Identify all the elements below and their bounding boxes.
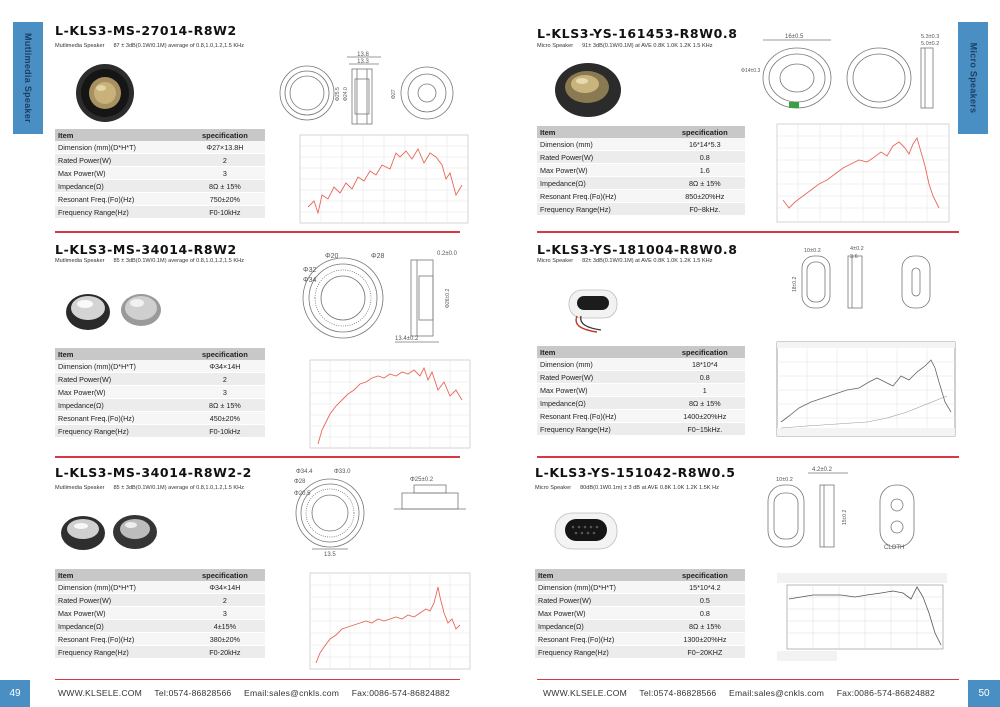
spec-item: Impedance(Ω) xyxy=(55,620,185,633)
dimension-label: 13.4±0.2 xyxy=(395,336,419,342)
speaker-photo xyxy=(59,507,164,557)
spec-table xyxy=(55,569,265,659)
spec-value: Φ34×14H xyxy=(185,360,265,373)
spec-item: Impedance(Ω) xyxy=(537,397,665,410)
table-row xyxy=(537,410,745,423)
category-label: Mutlimedia Speaker xyxy=(55,43,105,49)
col-header-spec: specification xyxy=(665,346,745,358)
table-row xyxy=(55,581,265,594)
category-label: Micro Speaker xyxy=(537,43,574,49)
category-label: Micro Speaker xyxy=(535,485,572,491)
spec-item: Impedance(Ω) xyxy=(55,399,185,412)
footer-email: Email:sales@cnkls.com xyxy=(244,688,340,698)
spec-item: Frequency Range(Hz) xyxy=(537,423,665,436)
product-subtitle xyxy=(537,258,713,264)
spec-item: Frequency Range(Hz) xyxy=(55,646,185,659)
table-row xyxy=(55,633,265,646)
dimension-label: Φ28 xyxy=(371,253,385,260)
product-subtitle xyxy=(537,43,713,49)
product-section xyxy=(537,242,957,462)
table-row xyxy=(535,581,745,594)
table-row xyxy=(55,399,265,412)
dimension-label: Φ20 xyxy=(325,253,339,260)
spec-item: Dimension (mm) xyxy=(537,138,665,151)
spec-value: 3 xyxy=(185,607,265,620)
category-label: Mutlimedia Speaker xyxy=(55,258,105,264)
side-tab-label: Mutlimedia Speaker xyxy=(23,33,33,123)
table-row xyxy=(55,141,265,154)
dimension-label: Φ28 xyxy=(294,479,306,485)
product-section xyxy=(55,242,475,462)
dimension-label: Φ24.0 xyxy=(343,87,349,101)
table-row xyxy=(537,358,745,371)
spec-value: 2 xyxy=(185,594,265,607)
spec-item: Rated Power(W) xyxy=(537,371,665,384)
section-divider xyxy=(537,231,959,233)
spec-item: Max Power(W) xyxy=(535,607,665,620)
spec-item: Rated Power(W) xyxy=(55,154,185,167)
frequency-response-graph xyxy=(300,135,468,223)
spec-item: Resonant Freq.(Fo)(Hz) xyxy=(55,633,185,646)
spec-item: Dimension (mm)(D*H*T) xyxy=(55,360,185,373)
product-subtitle xyxy=(55,43,244,49)
spec-item: Impedance(Ω) xyxy=(537,177,665,190)
spec-value: 0.8 xyxy=(665,151,745,164)
spec-value: 8Ω ± 15% xyxy=(665,177,745,190)
table-row xyxy=(55,167,265,180)
dimension-label: 13.5 xyxy=(324,552,336,558)
spec-table xyxy=(537,126,745,216)
col-header-spec: specification xyxy=(185,569,265,581)
spec-item: Resonant Freq.(Fo)(Hz) xyxy=(537,410,665,423)
footer-divider xyxy=(55,679,460,680)
spec-value: F0-10kHz xyxy=(185,206,265,219)
table-row xyxy=(537,203,745,216)
speaker-photo xyxy=(551,507,621,555)
section-divider xyxy=(55,231,460,233)
page-number-badge xyxy=(0,680,30,707)
spec-value: F0~20KHZ xyxy=(665,646,745,659)
product-title: L-KLS3-YS-181004-R8W0.8 xyxy=(537,242,738,257)
page-number: 50 xyxy=(978,688,990,699)
spec-value: 8Ω ± 15% xyxy=(665,397,745,410)
side-tab-micro xyxy=(958,22,988,134)
spec-item: Max Power(W) xyxy=(55,607,185,620)
dimension-label: Φ26±0.2 xyxy=(445,288,451,308)
col-header-item: Item xyxy=(537,126,665,138)
col-header-spec: specification xyxy=(185,129,265,141)
spec-value: Φ27×13.8H xyxy=(185,141,265,154)
frequency-response-graph xyxy=(777,124,949,222)
dimension-label: Φ34.4 xyxy=(296,469,313,475)
spec-value: 0.8 xyxy=(665,607,745,620)
dimension-label: Φ33.0 xyxy=(334,469,351,475)
dimension-drawing xyxy=(760,465,950,555)
spec-value: 2 xyxy=(185,154,265,167)
table-row xyxy=(537,384,745,397)
page-number-badge xyxy=(968,680,1000,707)
spec-value: 1 xyxy=(665,384,745,397)
table-row xyxy=(55,386,265,399)
table-row xyxy=(55,154,265,167)
product-section xyxy=(535,465,955,685)
table-row xyxy=(55,620,265,633)
table-row xyxy=(535,607,745,620)
footer-contact xyxy=(58,688,460,698)
spec-table xyxy=(55,129,265,219)
table-row xyxy=(537,397,745,410)
dimension-label: 13.8 xyxy=(357,52,369,58)
speaker-photo xyxy=(75,63,135,123)
spec-value: 18*10*4 xyxy=(665,358,745,371)
table-row xyxy=(55,206,265,219)
spec-item: Resonant Freq.(Fo)(Hz) xyxy=(55,412,185,425)
spec-item: Rated Power(W) xyxy=(537,151,665,164)
spec-value: 750±20% xyxy=(185,193,265,206)
dimension-drawing xyxy=(741,30,949,120)
spec-value: 2 xyxy=(185,373,265,386)
spec-value: 0.8 xyxy=(665,371,745,384)
spec-value: Φ34×14H xyxy=(185,581,265,594)
spec-item: Frequency Range(Hz) xyxy=(55,206,185,219)
table-row xyxy=(55,607,265,620)
footer-tel: Tel:0574-86828566 xyxy=(639,688,717,698)
frequency-response-graph xyxy=(777,573,947,661)
dimension-label: 5.3±0.3 xyxy=(921,34,940,40)
dimension-label: 15±0.2 xyxy=(842,509,848,525)
spec-value: F0-20kHz xyxy=(185,646,265,659)
spec-value: 380±20% xyxy=(185,633,265,646)
footer-website: WWW.KLSELE.COM xyxy=(543,688,627,698)
table-row xyxy=(537,151,745,164)
footer-website: WWW.KLSELE.COM xyxy=(58,688,142,698)
spec-value: 1400±20%Hz xyxy=(665,410,745,423)
spec-item: Frequency Range(Hz) xyxy=(55,425,185,438)
spec-value: 3 xyxy=(185,386,265,399)
spec-item: Impedance(Ω) xyxy=(55,180,185,193)
table-row xyxy=(55,373,265,386)
speaker-photo xyxy=(553,60,623,118)
dimension-label: 10±0.2 xyxy=(804,248,821,254)
dimension-label: 13.3 xyxy=(357,59,369,65)
dimension-drawing xyxy=(290,465,470,557)
dimension-drawing xyxy=(291,246,466,346)
spec-item: Resonant Freq.(Fo)(Hz) xyxy=(535,633,665,646)
footer-tel: Tel:0574-86828566 xyxy=(154,688,232,698)
spec-item: Resonant Freq.(Fo)(Hz) xyxy=(537,190,665,203)
spec-value: 8Ω ± 15% xyxy=(185,180,265,193)
product-section xyxy=(537,26,957,246)
dimension-label: Φ20.5 xyxy=(294,491,311,497)
speaker-photo xyxy=(63,284,168,334)
category-label: Micro Speaker xyxy=(537,258,574,264)
dimension-label: Φ25±0.2 xyxy=(410,477,434,483)
table-row xyxy=(55,594,265,607)
spec-value: 8Ω ± 15% xyxy=(185,399,265,412)
footer-email: Email:sales@cnkls.com xyxy=(729,688,825,698)
footer-contact xyxy=(543,688,945,698)
dimension-label: Φ32 xyxy=(303,267,317,274)
product-section xyxy=(55,465,475,685)
spec-item: Max Power(W) xyxy=(537,384,665,397)
side-tab-multimedia xyxy=(13,22,43,134)
product-subtitle xyxy=(535,485,719,491)
spec-item: Rated Power(W) xyxy=(55,373,185,386)
table-row xyxy=(55,193,265,206)
spec-table xyxy=(537,346,745,436)
spec-value: 1300±20%Hz xyxy=(665,633,745,646)
spec-value: 450±20% xyxy=(185,412,265,425)
col-header-item: Item xyxy=(535,569,665,581)
dimension-label: Φ25.5 xyxy=(335,87,341,101)
table-row xyxy=(537,423,745,436)
dimension-label: 3.6 xyxy=(850,254,858,260)
speaker-photo xyxy=(563,282,628,337)
spec-value: 4±15% xyxy=(185,620,265,633)
product-title: L-KLS3-MS-27014-R8W2 xyxy=(55,23,237,38)
spec-value: 850±20%Hz xyxy=(665,190,745,203)
spec-item: Resonant Freq.(Fo)(Hz) xyxy=(55,193,185,206)
spec-table xyxy=(535,569,745,659)
col-header-item: Item xyxy=(55,129,185,141)
spec-item: Dimension (mm)(D*H*T) xyxy=(535,581,665,594)
table-row xyxy=(535,633,745,646)
sensitivity-label: 80dB(0.1W0.1m) ± 3 dB at AVE 0.8K 1.0K 1.2K 1.5K Hz xyxy=(580,485,719,491)
spec-item: Dimension (mm)(D*H*T) xyxy=(55,581,185,594)
dimension-label: 4±0.2 xyxy=(850,246,864,252)
spec-value: 15*10*4.2 xyxy=(665,581,745,594)
dimension-label: 4.2±0.2 xyxy=(812,467,832,473)
dimension-label: 16±0.5 xyxy=(785,34,804,40)
spec-value: F0~15kHz. xyxy=(665,423,745,436)
footer-divider xyxy=(537,679,959,680)
dimension-label: Φ27 xyxy=(391,89,397,99)
product-subtitle xyxy=(55,485,244,491)
dimension-drawing xyxy=(792,244,962,322)
page-number: 49 xyxy=(9,688,21,699)
sensitivity-label: 91± 3dB(0.1W/0.1M) at AVE 0.8K 1.0K 1.2K 1.5 KHz xyxy=(582,43,713,49)
dimension-label: Φ34 xyxy=(303,277,317,284)
product-title: L-KLS3-MS-34014-R8W2 xyxy=(55,242,237,257)
section-divider xyxy=(537,456,959,458)
table-row xyxy=(55,412,265,425)
section-divider xyxy=(55,456,460,458)
frequency-response-graph xyxy=(310,360,470,448)
spec-value: 8Ω ± 15% xyxy=(665,620,745,633)
table-row xyxy=(537,371,745,384)
col-header-item: Item xyxy=(55,348,185,360)
table-row xyxy=(535,646,745,659)
col-header-item: Item xyxy=(55,569,185,581)
col-header-spec: specification xyxy=(665,569,745,581)
footer-fax: Fax:0086-574-86824882 xyxy=(351,688,451,698)
sensitivity-label: 85 ± 3dB(0.1W/0.1M) average of 0.8,1.0,1.2,1.5 KHz xyxy=(113,485,244,491)
dimension-label: 10±0.2 xyxy=(776,477,793,483)
spec-item: Impedance(Ω) xyxy=(535,620,665,633)
frequency-response-graph xyxy=(310,573,470,669)
dimension-drawing xyxy=(277,51,457,131)
spec-item: Dimension (mm)(D*H*T) xyxy=(55,141,185,154)
sensitivity-label: 82± 3dB(0.1W/0.1M) at AVE 0.8K 1.0K 1.2K 1.5 KHz xyxy=(582,258,713,264)
spec-value: 1.6 xyxy=(665,164,745,177)
product-section xyxy=(55,23,475,243)
spec-item: Max Power(W) xyxy=(55,167,185,180)
table-row xyxy=(55,360,265,373)
spec-value: F0-10kHz xyxy=(185,425,265,438)
product-title: L-KLS3-MS-34014-R8W2-2 xyxy=(55,465,252,480)
spec-item: Frequency Range(Hz) xyxy=(537,203,665,216)
table-row xyxy=(537,138,745,151)
footer-fax: Fax:0086-574-86824882 xyxy=(836,688,936,698)
sensitivity-label: 85 ± 3dB(0.1W/0.1M) average of 0.8,1.0,1.2,1.5 KHz xyxy=(113,258,244,264)
product-title: L-KLS3-YS-151042-R8W0.5 xyxy=(535,465,736,480)
table-row xyxy=(535,620,745,633)
table-row xyxy=(55,646,265,659)
spec-value: 0.5 xyxy=(665,594,745,607)
category-label: Mutlimedia Speaker xyxy=(55,485,105,491)
table-row xyxy=(537,177,745,190)
dimension-label: 5.0±0.2 xyxy=(921,41,940,47)
spec-item: Max Power(W) xyxy=(55,386,185,399)
spec-value: 3 xyxy=(185,167,265,180)
product-subtitle xyxy=(55,258,244,264)
product-title: L-KLS3-YS-161453-R8W0.8 xyxy=(537,26,738,41)
spec-item: Max Power(W) xyxy=(537,164,665,177)
sensitivity-label: 87 ± 3dB(0.1W/0.1M) average of 0.8,1.0,1.2,1.5 KHz xyxy=(113,43,244,49)
dimension-label: Φ14±0.3 xyxy=(741,68,761,74)
dimension-label: 0.2±0.0 xyxy=(437,251,457,257)
spec-item: Dimension (mm) xyxy=(537,358,665,371)
spec-item: Rated Power(W) xyxy=(535,594,665,607)
table-row xyxy=(537,164,745,177)
col-header-spec: specification xyxy=(665,126,745,138)
col-header-item: Item xyxy=(537,346,665,358)
spec-item: Frequency Range(Hz) xyxy=(535,646,665,659)
table-row xyxy=(55,425,265,438)
table-row xyxy=(535,594,745,607)
table-row xyxy=(537,190,745,203)
spec-value: 16*14*5.3 xyxy=(665,138,745,151)
spec-value: F0~8kHz. xyxy=(665,203,745,216)
col-header-spec: specification xyxy=(185,348,265,360)
table-row xyxy=(55,180,265,193)
spec-table xyxy=(55,348,265,438)
frequency-response-graph xyxy=(777,342,955,436)
spec-item: Rated Power(W) xyxy=(55,594,185,607)
dimension-label: 18±0.2 xyxy=(792,276,798,292)
side-tab-label: Micro Speakers xyxy=(968,42,979,114)
dimension-label: CLOTH xyxy=(884,545,905,551)
